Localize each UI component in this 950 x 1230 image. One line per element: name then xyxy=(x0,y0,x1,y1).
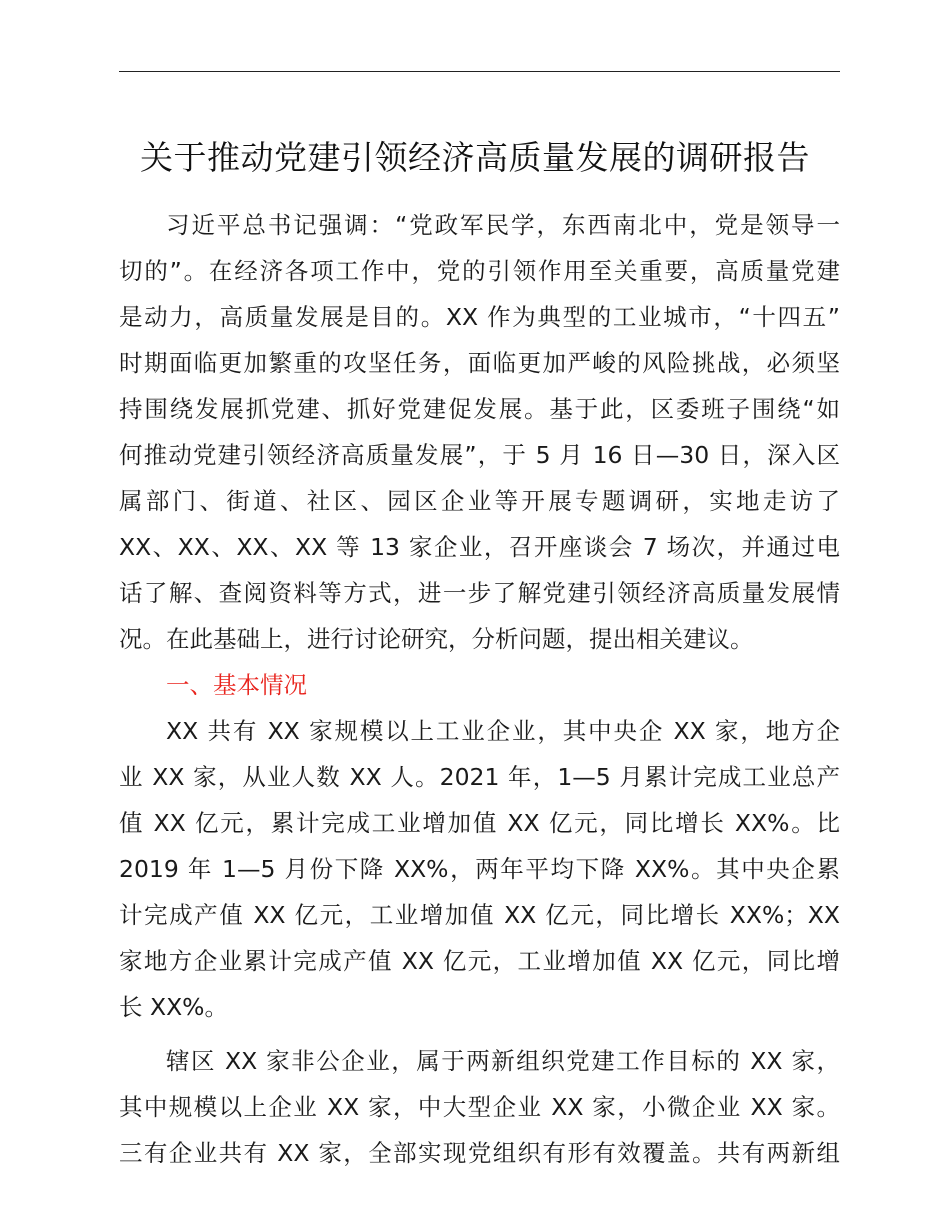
paragraph-line: 三有企业共有 XX 家，全部实现党组织有形有效覆盖。共有两新组 xyxy=(119,1139,840,1167)
paragraph-basic-info xyxy=(119,708,840,1030)
paragraph-line: 计完成产值 XX 亿元，工业增加值 XX 亿元，同比增长 XX%；XX xyxy=(119,901,840,929)
paragraph-line: 辖区 XX 家非公企业，属于两新组织党建工作目标的 XX 家， xyxy=(166,1047,840,1075)
paragraph-line: 属部门、街道、社区、园区企业等开展专题调研，实地走访了 xyxy=(119,487,840,515)
paragraph-line: 其中规模以上企业 XX 家，中大型企业 XX 家，小微企业 XX 家。 xyxy=(119,1093,840,1121)
paragraph-line: 话了解、查阅资料等方式，进一步了解党建引领经济高质量发展情 xyxy=(119,579,840,607)
paragraph-line: 况。在此基础上，进行讨论研究，分析问题，提出相关建议。 xyxy=(119,625,754,653)
paragraph-line: 2019 年 1—5 月份下降 XX%，两年平均下降 XX%。其中央企累 xyxy=(119,855,840,883)
paragraph-line: 值 XX 亿元，累计完成工业增加值 XX 亿元，同比增长 XX%。比 xyxy=(119,809,840,837)
header-rule xyxy=(119,71,840,72)
document-title: 关于推动党建引领经济高质量发展的调研报告 xyxy=(140,138,810,177)
section-heading: 一、基本情况 xyxy=(166,671,307,699)
paragraph-enterprises xyxy=(119,1038,840,1176)
paragraph-line: XX、XX、XX、XX 等 13 家企业，召开座谈会 7 场次，并通过电 xyxy=(119,533,840,561)
paragraph-line: 是动力，高质量发展是目的。XX 作为典型的工业城市，“十四五” xyxy=(119,303,840,331)
document-body xyxy=(119,202,840,1176)
paragraph-line: 习近平总书记强调：“党政军民学，东西南北中，党是领导一 xyxy=(166,211,840,239)
paragraph-intro xyxy=(119,202,840,662)
paragraph-line: 家地方企业累计完成产值 XX 亿元，工业增加值 XX 亿元，同比增 xyxy=(119,947,840,975)
paragraph-line: 何推动党建引领经济高质量发展”，于 5 月 16 日—30 日，深入区 xyxy=(119,441,840,469)
paragraph-gap xyxy=(119,1030,840,1038)
paragraph-line: 长 XX%。 xyxy=(119,993,228,1021)
paragraph-line: 业 XX 家，从业人数 XX 人。2021 年，1—5 月累计完成工业总产 xyxy=(119,763,840,791)
paragraph-line: 切的”。在经济各项工作中，党的引领作用至关重要，高质量党建 xyxy=(119,257,840,285)
paragraph-line: 时期面临更加繁重的攻坚任务，面临更加严峻的风险挑战，必须坚 xyxy=(119,349,840,377)
paragraph-line: 持围绕发展抓党建、抓好党建促发展。基于此，区委班子围绕“如 xyxy=(119,395,840,423)
paragraph-line: XX 共有 XX 家规模以上工业企业，其中央企 XX 家，地方企 xyxy=(166,717,840,745)
